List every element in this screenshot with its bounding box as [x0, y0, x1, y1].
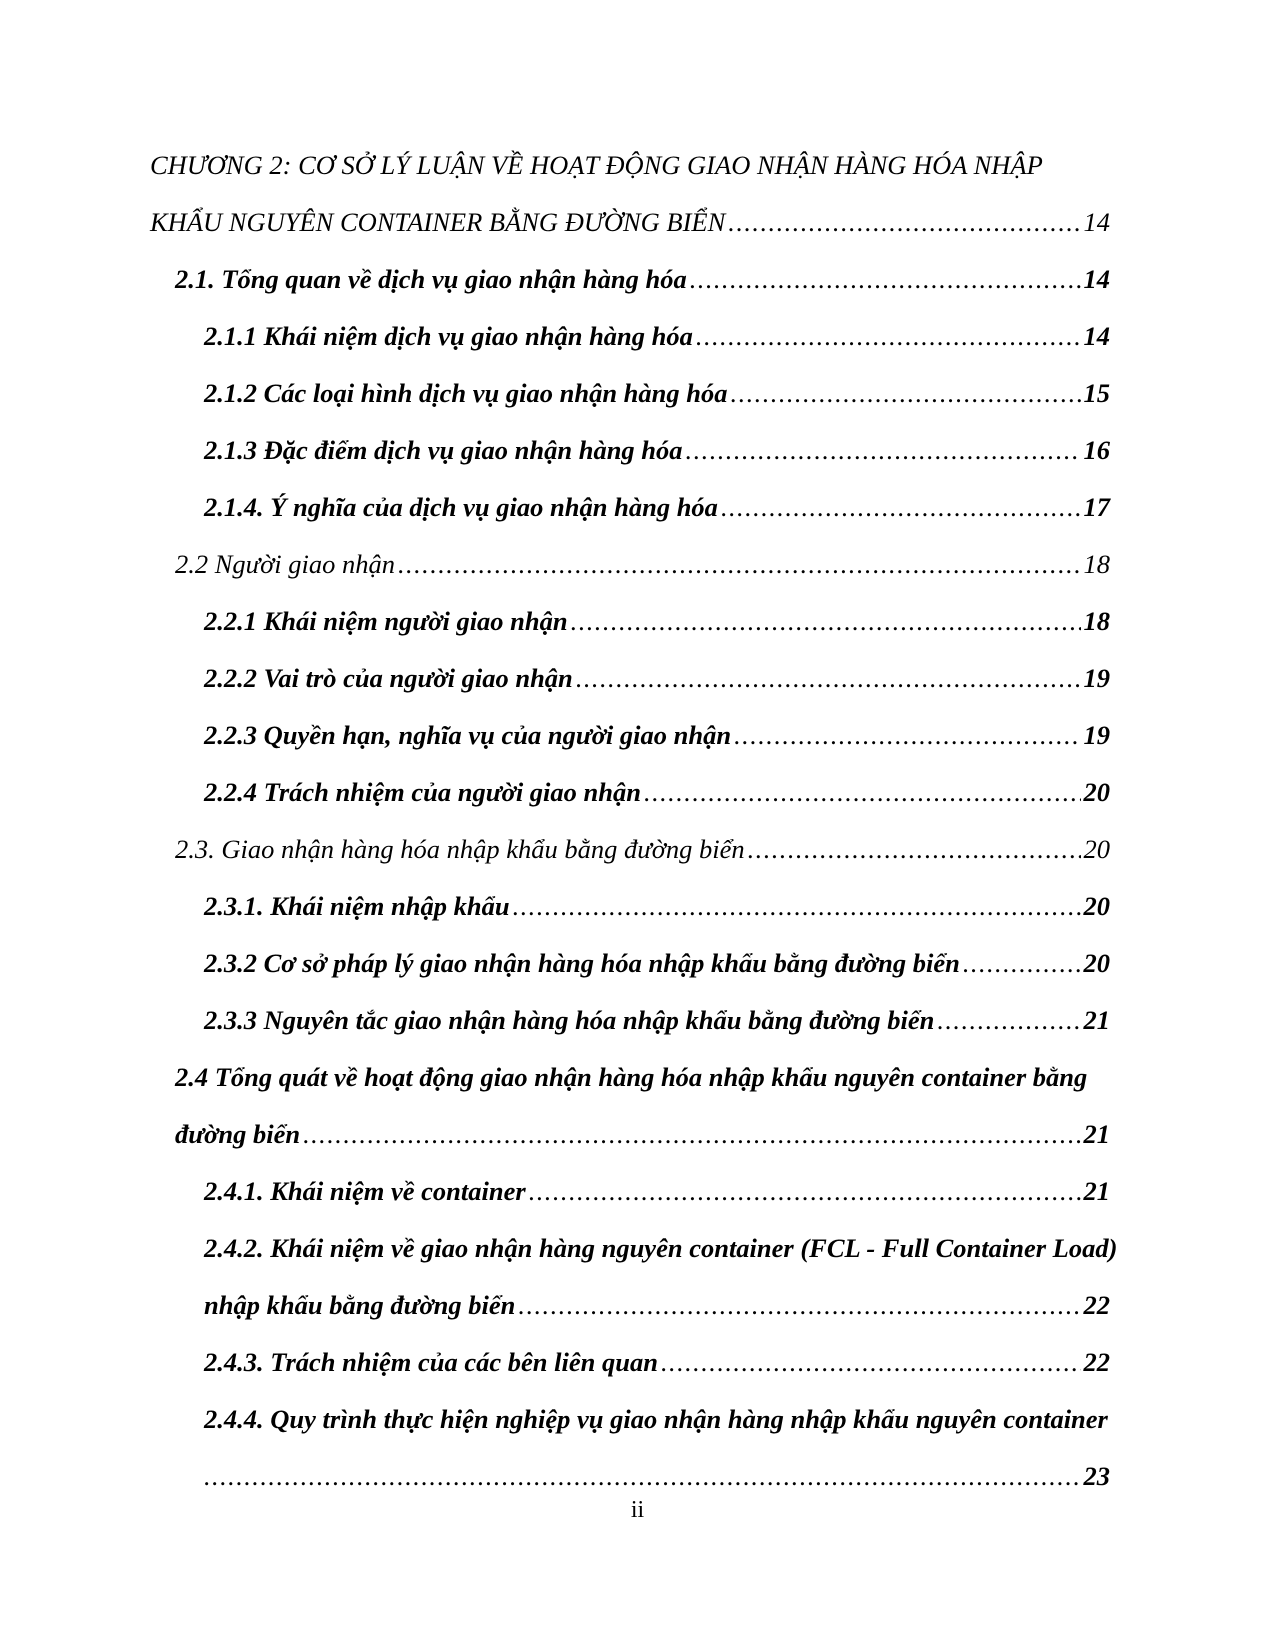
table-of-contents — [0, 137, 1275, 1505]
toc-entry-2-2[interactable] — [0, 536, 1275, 593]
toc-page-number: 19 — [1083, 720, 1110, 750]
toc-entry-2-1-1[interactable] — [0, 308, 1275, 365]
toc-entry-2-3-1[interactable] — [0, 878, 1275, 935]
dot-leader — [734, 707, 1080, 764]
toc-entry-text: 2.1. Tổng quan về dịch vụ giao nhận hàng hóa — [175, 264, 687, 294]
dot-leader — [576, 650, 1081, 707]
toc-entry-text: nhập khẩu bằng đường biển — [204, 1290, 516, 1320]
toc-page-number: 15 — [1083, 378, 1110, 408]
dot-leader — [721, 479, 1081, 536]
toc-chapter-2[interactable] — [0, 137, 1275, 251]
toc-entry-2-1-3[interactable] — [0, 422, 1275, 479]
dot-leader — [398, 536, 1081, 593]
toc-entry-text: 2.3.3 Nguyên tắc giao nhận hàng hóa nhập khẩu bằng đường biển — [204, 1005, 935, 1035]
toc-entry-text: 2.1.3 Đặc điểm dịch vụ giao nhận hàng hóa — [204, 435, 683, 465]
toc-page-number: 14 — [1083, 321, 1110, 351]
toc-entry-2-1-4[interactable] — [0, 479, 1275, 536]
toc-page-number: 17 — [1083, 492, 1110, 522]
toc-entry-text: 2.4.3. Trách nhiệm của các bên liên quan — [204, 1347, 658, 1377]
toc-page-number: 22 — [1083, 1347, 1110, 1377]
toc-entry-text: đường biển — [175, 1119, 301, 1149]
toc-page-number: 23 — [1083, 1461, 1110, 1491]
toc-entry-2-4-2[interactable] — [0, 1220, 1275, 1334]
toc-entry-text: 2.4.1. Khái niệm về container — [204, 1176, 526, 1206]
toc-entry-text: 2.2.1 Khái niệm người giao nhận — [204, 606, 568, 636]
toc-page-number: 18 — [1083, 549, 1110, 579]
dot-leader — [748, 821, 1081, 878]
toc-entry-text: 2.1.1 Khái niệm dịch vụ giao nhận hàng hóa — [204, 321, 693, 351]
toc-entry-text: 2.2.3 Quyền hạn, nghĩa vụ của người giao nhận — [204, 720, 732, 750]
toc-page-number: 21 — [1083, 1176, 1110, 1206]
toc-page-number: 20 — [1083, 834, 1110, 864]
toc-page-number: 20 — [1083, 948, 1110, 978]
toc-entry-text: 2.3.2 Cơ sở pháp lý giao nhận hàng hóa nhập khẩu bằng đường biển — [204, 948, 960, 978]
toc-entry-text: 2.1.4. Ý nghĩa của dịch vụ giao nhận hàng hóa — [204, 492, 718, 522]
toc-entry-2-2-1[interactable] — [0, 593, 1275, 650]
dot-leader — [690, 251, 1081, 308]
toc-entry-text: 2.2.2 Vai trò của người giao nhận — [204, 663, 573, 693]
toc-entry-2-2-4[interactable] — [0, 764, 1275, 821]
toc-entry-2-2-3[interactable] — [0, 707, 1275, 764]
toc-entry-text: KHẨU NGUYÊN CONTAINER BẰNG ĐƯỜNG BIỂN — [150, 207, 726, 237]
toc-page-number: 21 — [1083, 1005, 1110, 1035]
toc-entry-text: 2.2.4 Trách nhiệm của người giao nhận — [204, 777, 642, 807]
dot-leader — [513, 878, 1081, 935]
dot-leader — [696, 308, 1081, 365]
dot-leader — [529, 1163, 1081, 1220]
toc-entry-text: 2.4 Tổng quát về hoạt động giao nhận hàng hóa nhập khẩu nguyên container bằng — [175, 1062, 1088, 1092]
dot-leader — [571, 593, 1081, 650]
dot-leader — [686, 422, 1081, 479]
toc-entry-2-4-1[interactable] — [0, 1163, 1275, 1220]
dot-leader — [661, 1334, 1081, 1391]
toc-entry-2-1-2[interactable] — [0, 365, 1275, 422]
toc-entry-2-4[interactable] — [0, 1049, 1275, 1163]
toc-entry-text: 2.3. Giao nhận hàng hóa nhập khẩu bằng đường biển — [175, 834, 745, 864]
toc-entry-text: 2.2 Người giao nhận — [175, 549, 395, 579]
toc-page-number: 16 — [1083, 435, 1110, 465]
toc-page-number: 21 — [1083, 1119, 1110, 1149]
toc-entry-2-3-2[interactable] — [0, 935, 1275, 992]
toc-page-number: 14 — [1083, 264, 1110, 294]
dot-leader — [644, 764, 1080, 821]
toc-entry-2-2-2[interactable] — [0, 650, 1275, 707]
toc-entry-2-4-3[interactable] — [0, 1334, 1275, 1391]
toc-entry-text: 2.1.2 Các loại hình dịch vụ giao nhận hàng hóa — [204, 378, 728, 408]
toc-page-number: 14 — [1083, 207, 1110, 237]
toc-entry-text: 2.4.2. Khái niệm về giao nhận hàng nguyên container (FCL - Full Container Load) — [204, 1233, 1118, 1263]
dot-leader — [963, 935, 1081, 992]
page-number-footer: ii — [630, 1497, 645, 1523]
toc-entry-text: CHƯƠNG 2: CƠ SỞ LÝ LUẬN VỀ HOẠT ĐỘNG GIAO NHẬN HÀNG HÓA NHẬP — [150, 150, 1043, 180]
toc-page-number: 22 — [1083, 1290, 1110, 1320]
toc-entry-2-3[interactable] — [0, 821, 1275, 878]
toc-entry-2-3-3[interactable] — [0, 992, 1275, 1049]
toc-entry-2-1[interactable] — [0, 251, 1275, 308]
toc-entry-2-4-4[interactable] — [0, 1391, 1275, 1505]
dot-leader — [937, 992, 1080, 1049]
toc-page-number: 20 — [1083, 891, 1110, 921]
toc-page-number: 19 — [1083, 663, 1110, 693]
dot-leader — [303, 1106, 1080, 1163]
toc-entry-text: 2.3.1. Khái niệm nhập khẩu — [204, 891, 510, 921]
toc-page-number: 20 — [1083, 777, 1110, 807]
dot-leader — [728, 194, 1080, 251]
dot-leader — [731, 365, 1081, 422]
dot-leader — [518, 1277, 1080, 1334]
toc-page-number: 18 — [1083, 606, 1110, 636]
toc-entry-text: 2.4.4. Quy trình thực hiện nghiệp vụ giao nhận hàng nhập khẩu nguyên container — [204, 1404, 1108, 1434]
